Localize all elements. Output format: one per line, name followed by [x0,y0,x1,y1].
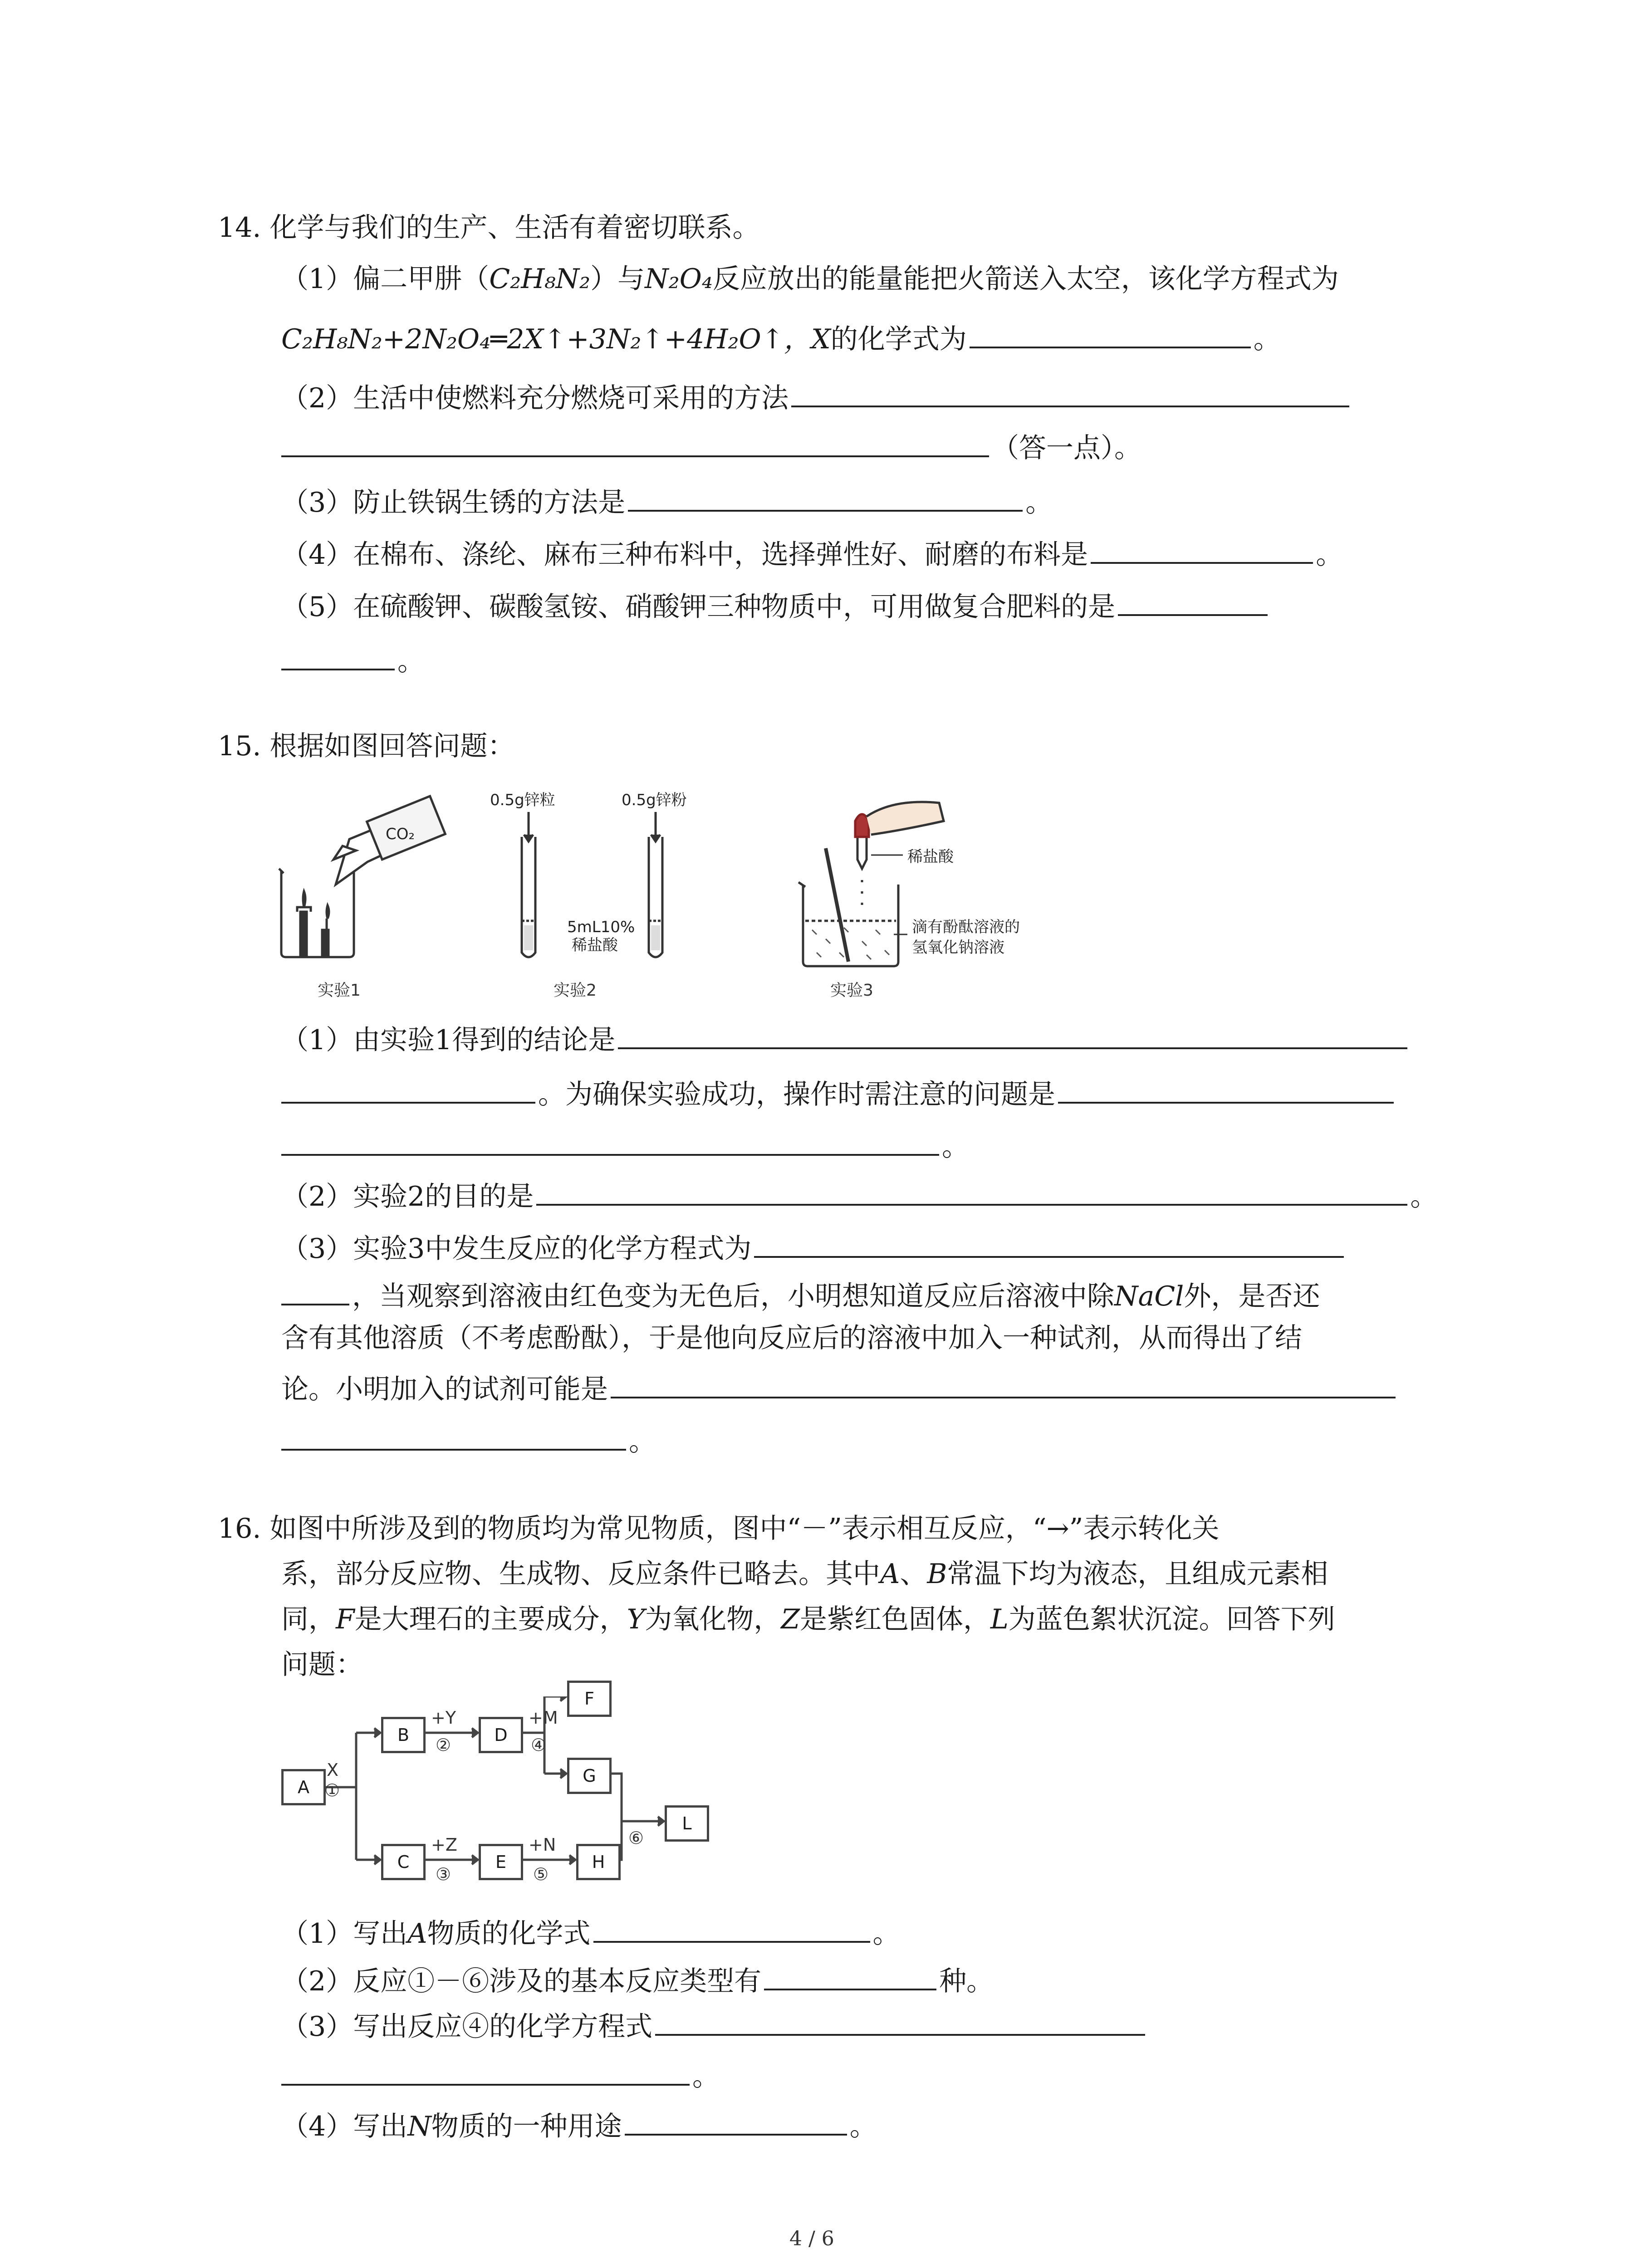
q16-p1-tail: 物质的化学式 [427,1918,591,1950]
q14-p1b-end: 。 [1253,323,1281,355]
q15-part1-line3 [281,1125,969,1165]
answer-blank-14-3[interactable] [628,481,1023,512]
q15-p3a: （3）实验3中发生反应的化学方程式为 [281,1233,752,1265]
q14-p1a-end: 反应放出的能量能把火箭送入太空，该化学方程式为 [712,263,1339,295]
q16-p2: （2）反应①－⑥涉及的基本反应类型有 [281,1965,762,1997]
q15-part2 [281,1175,1437,1215]
q16-p1-A: A [407,1918,427,1950]
answer-blank-14-4[interactable] [1091,533,1313,564]
answer-blank-15-1a[interactable] [618,1018,1407,1049]
q15-p2-end: 。 [1410,1181,1438,1212]
q16-line1 [218,1510,1219,1547]
q15-p2: （2）实验2的目的是 [281,1181,534,1212]
q16-part3-line2 [281,2055,720,2095]
node-f: F [567,1681,612,1717]
node-b: B [381,1717,426,1753]
node-g: G [567,1758,612,1794]
q15-p3e-end: 。 [629,1426,656,1457]
q16-l3b: 是大理石的主要成分， [354,1603,627,1635]
experiment-figure [277,771,1093,1007]
q14-p2b-end: （答一点）。 [992,432,1141,464]
q15-p1a: （1）由实验1得到的结论是 [281,1024,616,1056]
q14-part1-line1 [281,261,1339,297]
label-z: +Z [431,1835,457,1855]
q16-l3-L: L [990,1603,1009,1635]
node-a: A [281,1769,326,1805]
q14-title-text: 14. 化学与我们的生产、生活有着密切联系。 [218,212,760,244]
q14-equation: C₂H₈N₂+2N₂O₄═2X↑+3N₂↑+4H₂O↑， [281,323,811,355]
q16-p4-N: N [407,2111,431,2142]
q16-part4 [281,2105,877,2145]
q16-l3-F: F [336,1603,355,1635]
exp1-caption: 实验1 [318,981,361,1000]
q16-p2-end: 种。 [939,1965,994,1997]
q14-p3: （3）防止铁锅生锈的方法是 [281,487,626,518]
q16-l2-B: B [927,1558,947,1590]
answer-blank-15-1d[interactable] [281,1125,939,1156]
label-c6: ⑥ [628,1828,644,1848]
q16-l3d: 是紫红色固体， [799,1603,990,1635]
answer-blank-15-1b[interactable] [281,1073,535,1104]
formula-n2o4: N₂O₄ [645,263,713,295]
answer-blank-15-2[interactable] [536,1175,1407,1206]
answer-blank-15-3b[interactable] [281,1275,349,1305]
node-h: H [576,1844,621,1880]
answer-blank-14-1[interactable] [970,318,1251,348]
q16-title-text: 16. 如图中所涉及到的物质均为常见物质，图中“－”表示相互反应，“→”表示转化关 [218,1513,1220,1545]
q16-p3-end: 。 [692,2061,720,2092]
q16-l2a: 系，部分反应物、生成物、反应条件已略去。其中 [281,1558,880,1590]
q14-part1-line2 [281,318,1281,357]
q15-p1c-end: 。 [942,1131,969,1163]
answer-blank-16-2[interactable] [764,1960,936,1990]
q15-part3-line3 [281,1320,1302,1356]
q14-p1a: （1）偏二甲肼（ [281,263,490,295]
label-c4: ④ [531,1735,547,1755]
q15-part3-line4 [281,1368,1398,1408]
q16-p1-end: 。 [872,1918,900,1950]
q16-line4 [281,1647,363,1683]
answer-blank-16-1[interactable] [593,1912,870,1943]
q14-p4: （4）在棉布、涤纶、麻布三种布料中，选择弹性好、耐磨的布料是 [281,539,1088,571]
q16-p1: （1）写出 [281,1918,408,1950]
experiment-3-liquid-hatch [812,928,889,959]
label-c5: ⑤ [533,1864,549,1884]
answer-blank-14-5a[interactable] [1118,585,1268,616]
q14-p1b-tail: 的化学式为 [830,323,967,355]
label-c1: ① [324,1780,340,1800]
q16-p4-tail: 物质的一种用途 [431,2111,622,2142]
answer-blank-16-3a[interactable] [655,2005,1145,2036]
q16-l3e: 为蓝色絮状沉淀。回答下列 [1008,1603,1335,1635]
q15-p3c: 含有其他溶质（不考虑酚酞），于是他向反应后的溶液中加入一种试剂，从而得出了结 [281,1322,1302,1354]
answer-blank-16-3b[interactable] [281,2055,690,2086]
answer-blank-15-1c[interactable] [1058,1073,1394,1104]
q16-l2-A: A [880,1558,900,1590]
q16-p4-end: 。 [849,2111,877,2142]
q14-part2-line1 [281,376,1352,416]
label-c2: ② [436,1735,451,1755]
q15-p3d: 论。小明加入的试剂可能是 [281,1374,608,1405]
q15-part3-line5 [281,1420,656,1460]
answer-blank-16-4[interactable] [625,2105,847,2136]
q15-part1-line2 [281,1073,1396,1113]
phenolphthalein-label-2: 氢氧化钠溶液 [912,938,1004,957]
q16-l2c: 常温下均为液态，且组成元素相 [947,1558,1328,1590]
q15-title [218,728,515,764]
label-c3: ③ [436,1864,451,1884]
zinc-granule-label: 0.5g锌粒 [490,791,555,809]
answer-blank-15-3c[interactable] [611,1368,1396,1398]
answer-blank-14-5b[interactable] [281,640,395,670]
q15-title-text: 15. 根据如图回答问题： [218,730,515,762]
q14-p4-end: 。 [1316,539,1343,571]
phenolphthalein-label-1: 滴有酚酞溶液的 [912,918,1020,936]
node-c: C [381,1844,426,1880]
q14-p5-end: 。 [397,645,425,677]
answer-blank-15-3d[interactable] [281,1420,626,1451]
exp2-caption: 实验2 [554,981,597,1000]
q16-line2 [281,1556,1328,1592]
q16-l3a: 同， [281,1603,336,1635]
answer-blank-14-2b[interactable] [281,426,989,457]
label-m: +M [529,1708,558,1728]
formula-c2h8n2: C₂H₈N₂ [489,263,591,295]
q14-p2a: （2）生活中使燃料充分燃烧可采用的方法 [281,382,789,414]
answer-blank-14-2a[interactable] [791,376,1349,407]
exp3-caption: 实验3 [830,981,873,1000]
q16-part1 [281,1912,900,1952]
co2-label: CO₂ [386,825,415,843]
q16-p3: （3）写出反应④的化学方程式 [281,2011,653,2043]
q14-title [218,210,760,246]
experiment-1-apparatus [279,796,445,957]
answer-blank-15-3a[interactable] [754,1227,1344,1258]
page-number: 4 / 6 [789,2227,834,2250]
q14-p3-end: 。 [1025,487,1053,518]
q16-l4: 问题： [281,1649,363,1681]
zinc-powder-label: 0.5g锌粉 [622,791,687,809]
q15-part3-line2 [281,1275,1320,1315]
q16-part2 [281,1960,994,1999]
q14-part5-line2 [281,640,425,679]
q16-l2b: 、 [900,1558,927,1590]
q15-p3b-end: 外，是否还 [1184,1281,1320,1312]
node-d: D [479,1717,523,1753]
q14-part2-line2 [281,426,1141,466]
q16-l3-Y: Y [627,1603,645,1635]
q14-x: X [811,323,831,355]
q16-l3c: 为氧化物， [645,1603,781,1635]
q14-part4 [281,533,1343,573]
label-x: X [327,1760,339,1780]
label-n: +N [529,1835,556,1855]
acid-volume-label: 5mL10% [567,918,635,936]
q15-part3-line1 [281,1227,1347,1267]
q16-l3-Z: Z [781,1603,800,1635]
q14-p5: （5）在硫酸钾、碳酸氢铵、硝酸钾三种物质中，可用做复合肥料的是 [281,591,1116,623]
q15-part1-line1 [281,1018,1410,1058]
node-l: L [665,1805,709,1842]
dilute-hcl-label: 稀盐酸 [907,848,954,866]
node-e: E [479,1844,523,1880]
q14-part3 [281,481,1053,521]
formula-nacl: NaCl [1114,1281,1184,1312]
q14-part5-line1 [281,585,1270,625]
q15-p1b: 。为确保实验成功，操作时需注意的问题是 [538,1079,1055,1110]
q16-part3-line1 [281,2005,1148,2045]
q16-p4: （4）写出 [281,2111,408,2142]
acid-name-label: 稀盐酸 [572,936,618,954]
q16-line3 [281,1601,1335,1637]
q14-p1a-mid: ）与 [590,263,645,295]
q15-p3b-start: ，当观察到溶液由红色变为无色后，小明想知道反应后溶液中除 [352,1281,1114,1312]
label-y: +Y [431,1708,456,1728]
